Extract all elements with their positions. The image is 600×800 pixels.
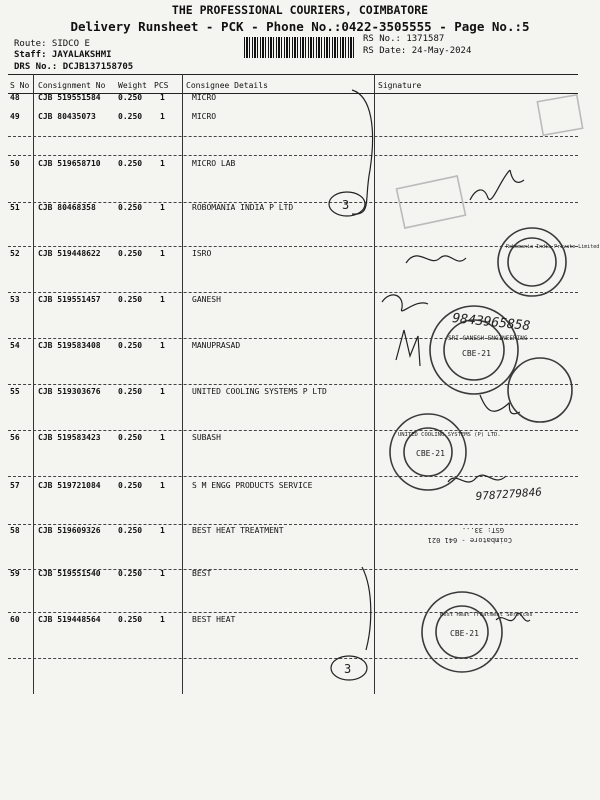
- cell-consignee: MICRO LAB: [192, 159, 236, 168]
- signature-mark: [470, 170, 524, 200]
- drs-number: DRS No.: DCJB137158705: [14, 62, 134, 72]
- cell-weight: 0.250: [118, 526, 143, 535]
- cell-pcs: 1: [160, 569, 165, 578]
- cell-sno: 53: [10, 295, 20, 304]
- signature-mark: [406, 256, 466, 263]
- cell-consignment-no: CJB 519583408: [38, 341, 101, 350]
- cell-weight: 0.250: [118, 295, 143, 304]
- cell-consignment-no: CJB 519609326: [38, 526, 101, 535]
- cell-weight: 0.250: [118, 203, 143, 212]
- cell-sno: 52: [10, 249, 20, 258]
- cell-consignee: BEST: [192, 569, 212, 578]
- rs-number: RS No.: 1371587: [363, 34, 445, 44]
- cell-sno: 49: [10, 112, 20, 121]
- col-pcs: PCS: [154, 81, 169, 90]
- cell-sno: 59: [10, 569, 20, 578]
- cell-consignment-no: CJB 519303676: [38, 387, 101, 396]
- cell-weight: 0.250: [118, 481, 143, 490]
- cell-consignee: BEST HEAT: [192, 615, 236, 624]
- cell-consignment-no: CJB 519448622: [38, 249, 101, 258]
- cell-weight: 0.250: [118, 249, 143, 258]
- cell-sno: 56: [10, 433, 20, 442]
- cell-sno: 55: [10, 387, 20, 396]
- cell-sno: 57: [10, 481, 20, 490]
- cell-consignment-no: CJB 80435073: [38, 112, 96, 121]
- stamp-label: Coimbatore - 641 021: [427, 536, 512, 544]
- circled-number: 3: [342, 198, 350, 212]
- cell-consignee: ROBOMANIA INDIA P LTD: [192, 203, 294, 212]
- cell-consignment-no: CJB 519551457: [38, 295, 101, 304]
- stamp-label: SRI GANESH ENGINEERING: [448, 335, 528, 342]
- cell-sno: 54: [10, 341, 20, 350]
- cell-consignee: MICRO: [192, 112, 217, 121]
- cell-sno: 60: [10, 615, 20, 624]
- cell-pcs: 1: [160, 615, 165, 624]
- rs-date: RS Date: 24-May-2024: [363, 46, 472, 56]
- phone-note: 9787279846: [475, 485, 543, 503]
- cell-weight: 0.250: [118, 387, 143, 396]
- cell-pcs: 1: [160, 433, 165, 442]
- cell-pcs: 1: [160, 341, 165, 350]
- cell-pcs: 1: [160, 159, 165, 168]
- signature-mark: [480, 395, 520, 414]
- cell-consignment-no: CJB 519551540: [38, 569, 101, 578]
- stamp-label: Robomania India Private Limited: [506, 244, 600, 250]
- cell-weight: 0.250: [118, 93, 143, 102]
- cell-weight: 0.250: [118, 615, 143, 624]
- col-sno: S No: [10, 81, 30, 90]
- cell-weight: 0.250: [118, 112, 143, 121]
- cell-consignee: ISRO: [192, 249, 212, 258]
- stamp-label: UNITED COOLING SYSTEMS (P) LTD.: [398, 432, 501, 438]
- cell-pcs: 1: [160, 112, 165, 121]
- cell-consignee: SUBASH: [192, 433, 221, 442]
- col-weight: Weight: [118, 81, 147, 90]
- cell-sno: 58: [10, 526, 20, 535]
- route-label: Route: SIDCO E: [14, 39, 90, 49]
- cell-consignment-no: CJB 519448564: [38, 615, 101, 624]
- faint-stamp: [537, 95, 582, 135]
- stamp-label: GST: 33...: [461, 526, 504, 534]
- col-consignee: Consignee Details: [186, 81, 268, 90]
- staff-label: Staff: JAYALAKSHMI: [14, 50, 112, 60]
- cell-weight: 0.250: [118, 341, 143, 350]
- faint-stamp: [397, 176, 466, 228]
- cell-consignment-no: CJB 519551584: [38, 93, 101, 102]
- document-title: THE PROFESSIONAL COURIERS, COIMBATORE: [171, 3, 429, 17]
- stamp-label: CBE-21: [450, 629, 479, 638]
- col-signature: Signature: [378, 81, 422, 90]
- signature-mark: [396, 330, 420, 366]
- cell-consignee: MANUPRASAD: [192, 341, 241, 350]
- cell-pcs: 1: [160, 295, 165, 304]
- cell-consignment-no: CJB 80468358: [38, 203, 96, 212]
- cell-consignee: MICRO: [192, 93, 217, 102]
- cell-pcs: 1: [160, 93, 165, 102]
- cell-consignee: GANESH: [192, 295, 221, 304]
- cell-pcs: 1: [160, 481, 165, 490]
- cell-consignee: S M ENGG PRODUCTS SERVICE: [192, 481, 313, 490]
- stamp-label: CBE-21: [462, 349, 491, 358]
- cell-sno: 51: [10, 203, 20, 212]
- cell-consignment-no: CJB 519658710: [38, 159, 101, 168]
- stamp-partial: [508, 358, 572, 422]
- cell-consignment-no: CJB 519721084: [38, 481, 101, 490]
- stamp-label: Best Heat Treatment Services: [440, 612, 533, 618]
- col-consignment: Consignment No: [38, 81, 106, 90]
- cell-pcs: 1: [160, 387, 165, 396]
- cell-pcs: 1: [160, 249, 165, 258]
- cell-pcs: 1: [160, 203, 165, 212]
- cell-weight: 0.250: [118, 433, 143, 442]
- cell-consignee: BEST HEAT TREATMENT: [192, 526, 284, 535]
- cell-consignee: UNITED COOLING SYSTEMS P LTD: [192, 387, 327, 396]
- stamp-label: CBE-21: [416, 449, 445, 458]
- cell-weight: 0.250: [118, 159, 143, 168]
- cell-weight: 0.250: [118, 569, 143, 578]
- bracket-mark: [352, 90, 373, 214]
- circled-number: 3: [344, 662, 352, 676]
- document-subtitle: Delivery Runsheet - PCK - Phone No.:0422-3505555 - Page No.:5: [70, 19, 530, 34]
- signature-mark: [382, 295, 428, 311]
- bracket-mark: [362, 567, 371, 650]
- cell-pcs: 1: [160, 526, 165, 535]
- cell-sno: 50: [10, 159, 20, 168]
- cell-consignment-no: CJB 519583423: [38, 433, 101, 442]
- phone-note: 9843965858: [451, 311, 532, 335]
- cell-sno: 48: [10, 93, 20, 102]
